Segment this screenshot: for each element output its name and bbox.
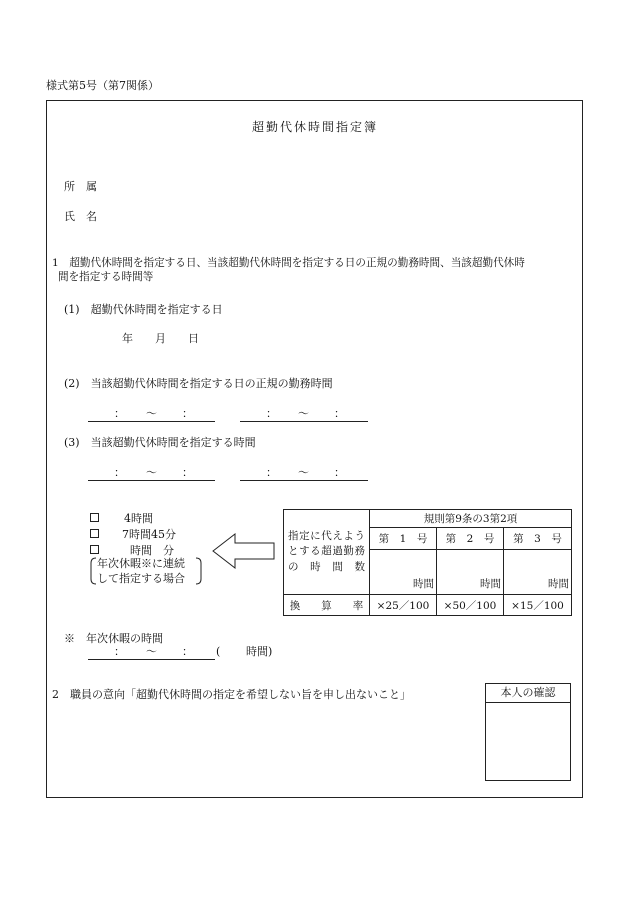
confirmation-box[interactable] (485, 683, 571, 781)
checkbox-custom-label: 時間 分 (130, 544, 174, 557)
time-colon: ： (182, 645, 193, 658)
table-row-header: 指定に代えようとする超過勤務の時間数 (284, 510, 370, 595)
time-underline (88, 659, 215, 660)
checkbox-4h-label: 4時間 (124, 512, 153, 525)
time-colon: ： (334, 466, 345, 479)
name-label: 氏 名 (64, 210, 97, 223)
form-title: 超勤代休時間指定簿 (252, 120, 379, 134)
time-colon: ： (334, 407, 345, 420)
annual-leave-hours-suffix: 時間) (246, 645, 273, 658)
time-tilde: 〜 (298, 466, 309, 479)
time-tilde: 〜 (298, 407, 309, 420)
date-field[interactable]: 年 月 日 (122, 332, 199, 345)
checkbox-custom[interactable] (90, 545, 99, 554)
time-tilde: 〜 (146, 645, 157, 658)
section1-heading-line2: 間を指定する時間等 (58, 271, 154, 283)
time-underline (88, 480, 215, 481)
time-underline (240, 421, 368, 422)
rate-value: ×25／100 (370, 595, 437, 616)
checkbox-7h45m[interactable] (90, 529, 99, 538)
hours-unit: 時間 (413, 578, 434, 590)
checkbox-7h45m-label: 7時間45分 (122, 528, 176, 541)
time-tilde: 〜 (146, 466, 157, 479)
time-colon: ： (266, 466, 277, 479)
time-colon: ： (182, 407, 193, 420)
rate-value: ×50／100 (437, 595, 504, 616)
annual-leave-paren-open: ( (216, 645, 221, 658)
table-column-header: 第 2 号 (437, 528, 504, 550)
note-line1: 年次休暇※に連続 (97, 557, 185, 570)
hours-unit: 時間 (548, 578, 570, 590)
checkbox-4h[interactable] (90, 513, 99, 522)
table-column-header: 第 1 号 (370, 528, 437, 550)
rate-label: 換 算 率 (284, 595, 370, 616)
time-colon: ： (114, 466, 125, 479)
left-arrow-icon (212, 533, 276, 569)
rate-value: ×15／100 (504, 595, 572, 616)
hours-unit: 時間 (480, 578, 501, 590)
item2-label: (2) 当該超勤代休時間を指定する日の正規の勤務時間 (64, 377, 333, 390)
item1-label: (1) 超勤代休時間を指定する日 (64, 303, 223, 316)
time-colon: ： (114, 407, 125, 420)
conversion-table (283, 509, 572, 616)
form-number: 様式第5号（第7関係） (46, 79, 159, 92)
time-colon: ： (114, 645, 125, 658)
time-tilde: 〜 (146, 407, 157, 420)
annual-leave-label: ※ 年次休暇の時間 (64, 632, 163, 645)
hours-cell[interactable] (437, 550, 504, 595)
section2-text: 2 職員の意向「超勤代休時間の指定を希望しない旨を申し出ないこと」 (52, 688, 411, 701)
table-group-header: 規則第9条の3第2項 (370, 510, 572, 528)
table-column-header: 第 3 号 (504, 528, 572, 550)
note-line2: して指定する場合 (97, 572, 185, 585)
time-underline (240, 480, 368, 481)
time-underline (88, 421, 215, 422)
confirmation-label: 本人の確認 (486, 684, 570, 703)
hours-cell[interactable] (370, 550, 437, 595)
hours-cell[interactable] (504, 550, 572, 595)
item3-label: (3) 当該超勤代休時間を指定する時間 (64, 436, 256, 449)
time-colon: ： (182, 466, 193, 479)
section1-heading-line1: 1 超勤代休時間を指定する日、当該超勤代休時間を指定する日の正規の勤務時間、当該超勤代休時 (52, 257, 525, 269)
time-colon: ： (266, 407, 277, 420)
affiliation-label: 所 属 (64, 180, 97, 193)
